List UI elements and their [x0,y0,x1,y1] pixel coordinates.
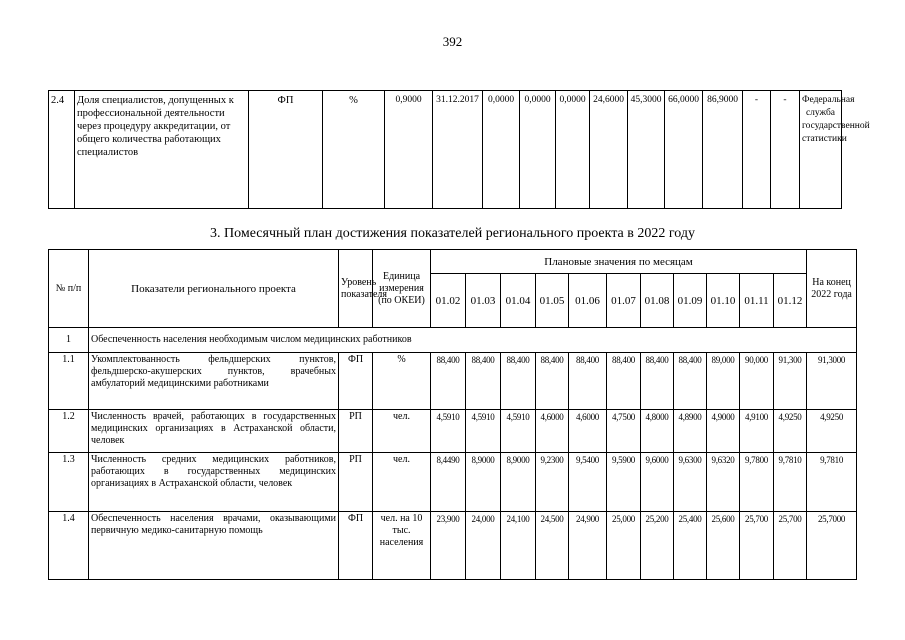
indicator-level: ФП [339,353,373,410]
value-cell: 4,6000 [536,410,569,453]
header-monthly: Плановые значения по месяцам [431,250,807,274]
header-end: На конец 2022 года [807,250,857,328]
value-cell: 86,9000 [703,91,743,209]
month-header: 01.02 [431,274,466,328]
value-cell: 25,700 [740,512,774,580]
value-cell: 9,6300 [674,453,707,512]
table-row [49,91,842,209]
value-cell: 66,0000 [665,91,703,209]
value-cell: 9,5400 [569,453,607,512]
value-cell: 25,700 [774,512,807,580]
value-cell: 25,200 [641,512,674,580]
section-heading: 3. Помесячный план достижения показателей регионального проекта в 2022 году [210,226,695,241]
group-title: Обеспеченность населения необходимым числом медицинских работников [89,328,857,353]
value-cell: 4,5910 [501,410,536,453]
header-indicator: Показатели регионального проекта [89,250,339,328]
value-cell: 45,3000 [628,91,665,209]
group-row [49,328,857,353]
row-number: 1.2 [49,410,89,453]
value-cell: 9,6000 [641,453,674,512]
base-date: 31.12.2017 [433,91,483,209]
value-cell: 88,400 [641,353,674,410]
value-cell: 88,400 [536,353,569,410]
table-row [49,512,857,580]
row-number: 2.4 [49,91,75,209]
value-cell: 25,000 [607,512,641,580]
value-cell: 89,000 [707,353,740,410]
group-num: 1 [49,328,89,353]
header-unit: Единица измерения (по ОКЕИ) [373,250,431,328]
page-number: 392 [442,34,463,49]
row-number: 1.1 [49,353,89,410]
value-cell: 24,000 [466,512,501,580]
month-header: 01.05 [536,274,569,328]
table-row [49,410,857,453]
value-cell: 9,6320 [707,453,740,512]
month-header: 01.10 [707,274,740,328]
end-value: 91,3000 [807,353,857,410]
table-row [49,453,857,512]
value-cell: 88,400 [431,353,466,410]
value-cell: 88,400 [607,353,641,410]
value-cell: 4,9000 [707,410,740,453]
top-indicator-table [48,90,870,209]
indicator-name: Укомплектованность фельдшерских пунктов, фельдшерско-акушерских пунктов, врачебных амбулаторий медицинскими работниками [89,353,339,410]
end-value: 25,7000 [807,512,857,580]
end-value: 4,9250 [807,410,857,453]
month-header: 01.07 [607,274,641,328]
indicator-name: Доля специалистов, допущенных к профессиональной деятельности через процедуру аккредитации, от общего количества работающих специалистов [75,91,249,209]
month-header: 01.11 [740,274,774,328]
value-cell: 90,000 [740,353,774,410]
value-cell: 91,300 [774,353,807,410]
value-cell: 88,400 [501,353,536,410]
indicator-name: Численность врачей, работающих в государственных медицинских организациях в Астраханской области, человек [89,410,339,453]
value-cell: 4,9250 [774,410,807,453]
header-level: Уровень показателя [339,250,373,328]
value-cell: 4,6000 [569,410,607,453]
table-row [49,353,857,410]
month-header: 01.03 [466,274,501,328]
header-row [49,250,857,274]
indicator-name: Обеспеченность населения врачами, оказывающими первичную медико-санитарную помощь [89,512,339,580]
value-cell: 9,5900 [607,453,641,512]
value-cell: 0,0000 [483,91,520,209]
value-cell: 24,500 [536,512,569,580]
value-cell: 24,100 [501,512,536,580]
value-cell: 4,8900 [674,410,707,453]
indicator-unit: чел. на 10 тыс. населения [373,512,431,580]
header-num: № п/п [49,250,89,328]
value-cell: 4,5910 [466,410,501,453]
month-header: 01.12 [774,274,807,328]
month-header: 01.04 [501,274,536,328]
value-cell: 88,400 [466,353,501,410]
value-cell: 25,600 [707,512,740,580]
value-cell: 25,400 [674,512,707,580]
value-cell: 4,5910 [431,410,466,453]
value-cell: 24,6000 [590,91,628,209]
month-header: 01.08 [641,274,674,328]
data-source: Федеральная служба государственной статистики [800,91,842,209]
month-header: 01.09 [674,274,707,328]
indicator-unit: % [373,353,431,410]
indicator-unit: % [323,91,385,209]
row-number: 1.3 [49,453,89,512]
month-header: 01.06 [569,274,607,328]
value-cell: 8,9000 [466,453,501,512]
value-cell: 24,900 [569,512,607,580]
indicator-level: ФП [339,512,373,580]
indicator-unit: чел. [373,453,431,512]
row-number: 1.4 [49,512,89,580]
monthly-plan-table [48,249,857,580]
value-cell: 4,9100 [740,410,774,453]
value-cell: 4,7500 [607,410,641,453]
base-value: 0,9000 [385,91,433,209]
value-cell: 9,7810 [774,453,807,512]
value-cell: 4,8000 [641,410,674,453]
value-cell: 9,7800 [740,453,774,512]
value-cell: 8,9000 [501,453,536,512]
indicator-level: РП [339,410,373,453]
indicator-name: Численность средних медицинских работников, работающих в государственных медицинских организациях в Астраханской области, человек [89,453,339,512]
value-cell: - [743,91,771,209]
end-value: 9,7810 [807,453,857,512]
value-cell: - [771,91,800,209]
value-cell: 88,400 [674,353,707,410]
value-cell: 9,2300 [536,453,569,512]
value-cell: 88,400 [569,353,607,410]
value-cell: 0,0000 [556,91,590,209]
value-cell: 8,4490 [431,453,466,512]
indicator-level: ФП [249,91,323,209]
indicator-level: РП [339,453,373,512]
indicator-unit: чел. [373,410,431,453]
value-cell: 23,900 [431,512,466,580]
value-cell: 0,0000 [520,91,556,209]
